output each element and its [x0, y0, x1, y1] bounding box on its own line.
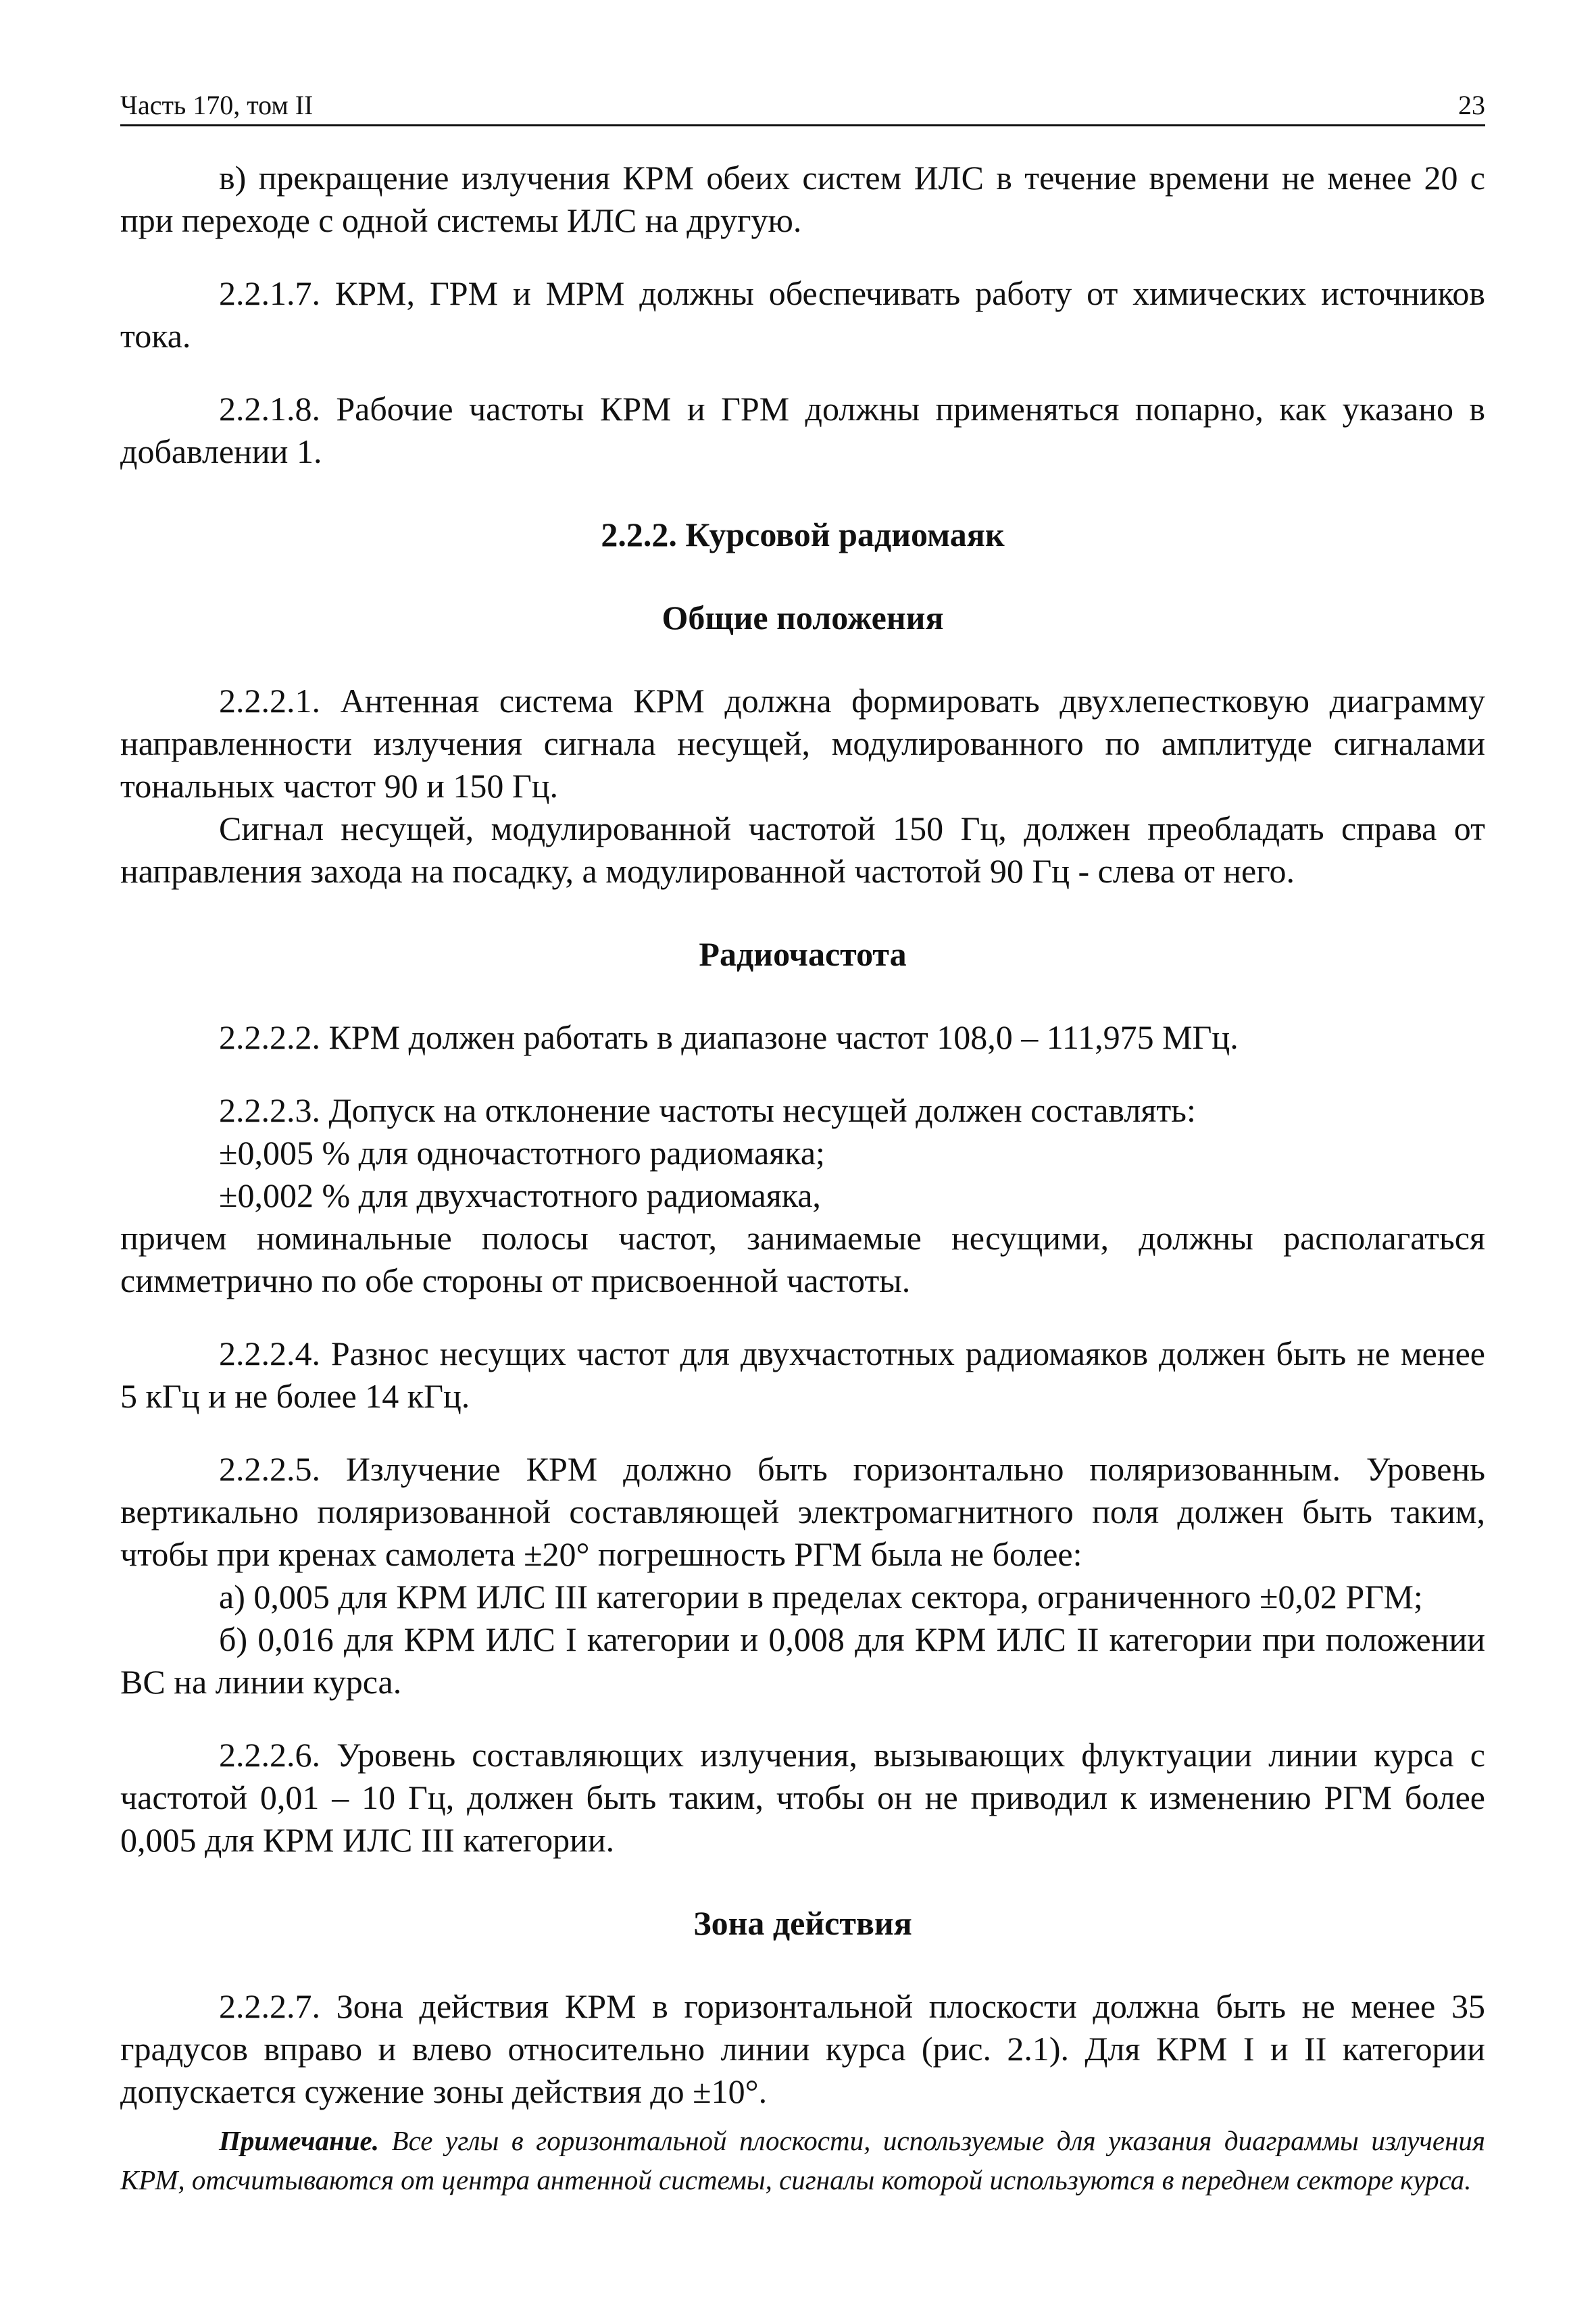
- paragraph: 2.2.1.8. Рабочие частоты КРМ и ГРМ должны применяться попарно, как указано в добавлении 1.: [120, 390, 1485, 470]
- note-text: Все углы в горизонтальной плоскости, используемые для указания диаграммы излучения КРМ, отсчитываются от центра антенной системы, сигналы которой используются в переднем секторе курса.: [120, 2125, 1485, 2195]
- paragraph: 2.2.2.1. Антенная система КРМ должна формировать двухлепестковую диаграмму направленности излучения сигнала несущей, модулированного по амплитуде сигналами тональных частот 90 и 150 Гц.: [120, 682, 1485, 805]
- subsection-heading: Зона действия: [693, 1904, 912, 1942]
- paragraph: 2.2.2.4. Разнос несущих частот для двухчастотных радиомаяков должен быть не менее 5 кГц и не более 14 кГц.: [120, 1335, 1485, 1415]
- paragraph: б) 0,016 для КРМ ИЛС I категории и 0,008 для КРМ ИЛС II категории при положении ВС на линии курса.: [120, 1620, 1485, 1701]
- document-body: [120, 157, 1485, 2199]
- paragraph: Сигнал несущей, модулированной частотой 150 Гц, должен преобладать справа от направления захода на посадку, а модулированной частотой 90 Гц - слева от него.: [120, 810, 1485, 890]
- running-header: [120, 84, 1485, 127]
- paragraph: 2.2.2.6. Уровень составляющих излучения, вызывающих флуктуации линии курса с частотой 0,01 – 10 Гц, должен быть таким, чтобы он не приводил к изменению РГМ более 0,005 для КРМ ИЛС III категории.: [120, 1736, 1485, 1859]
- paragraph: причем номинальные полосы частот, занимаемые несущими, должны располагаться симметрично по обе стороны от присвоенной частоты.: [120, 1219, 1485, 1299]
- paragraph: 2.2.1.7. КРМ, ГРМ и МРМ должны обеспечивать работу от химических источников тока.: [120, 274, 1485, 355]
- paragraph: ±0,002 % для двухчастотного радиомаяка,: [219, 1176, 821, 1214]
- header-rule: [120, 124, 1485, 126]
- section-heading: 2.2.2. Курсовой радиомаяк: [601, 516, 1005, 553]
- paragraph: 2.2.2.5. Излучение КРМ должно быть горизонтально поляризованным. Уровень вертикально поляризованной составляющей электромагнитного поля должен быть таким, чтобы при кренах самолета ±20° погрешность РГМ была не более:: [120, 1450, 1485, 1573]
- paragraph: 2.2.2.2. КРМ должен работать в диапазоне частот 108,0 – 111,975 МГц.: [219, 1018, 1239, 1056]
- paragraph: ±0,005 % для одночастотного радиомаяка;: [219, 1134, 825, 1172]
- paragraph: а) 0,005 для КРМ ИЛС III категории в пределах сектора, ограниченного ±0,02 РГМ;: [219, 1578, 1423, 1616]
- paragraph: 2.2.2.3. Допуск на отклонение частоты несущей должен составлять:: [219, 1091, 1196, 1129]
- paragraph: в) прекращение излучения КРМ обеих систем ИЛС в течение времени не менее 20 с при переходе с одной системы ИЛС на другую.: [120, 159, 1485, 239]
- page-number: 23: [1458, 90, 1485, 120]
- subsection-heading: Общие положения: [662, 599, 944, 637]
- paragraph: 2.2.2.7. Зона действия КРМ в горизонтальной плоскости должна быть не менее 35 градусов вправо и влево относительно линии курса (рис. 2.1). Для КРМ I и II категории допускается сужение зоны действия до ±10°.: [120, 1987, 1485, 2110]
- note: [120, 2121, 1485, 2199]
- header-part-volume: Часть 170, том II: [120, 90, 314, 120]
- note-label: Примечание.: [219, 2125, 379, 2156]
- subsection-heading: Радиочастота: [699, 935, 907, 973]
